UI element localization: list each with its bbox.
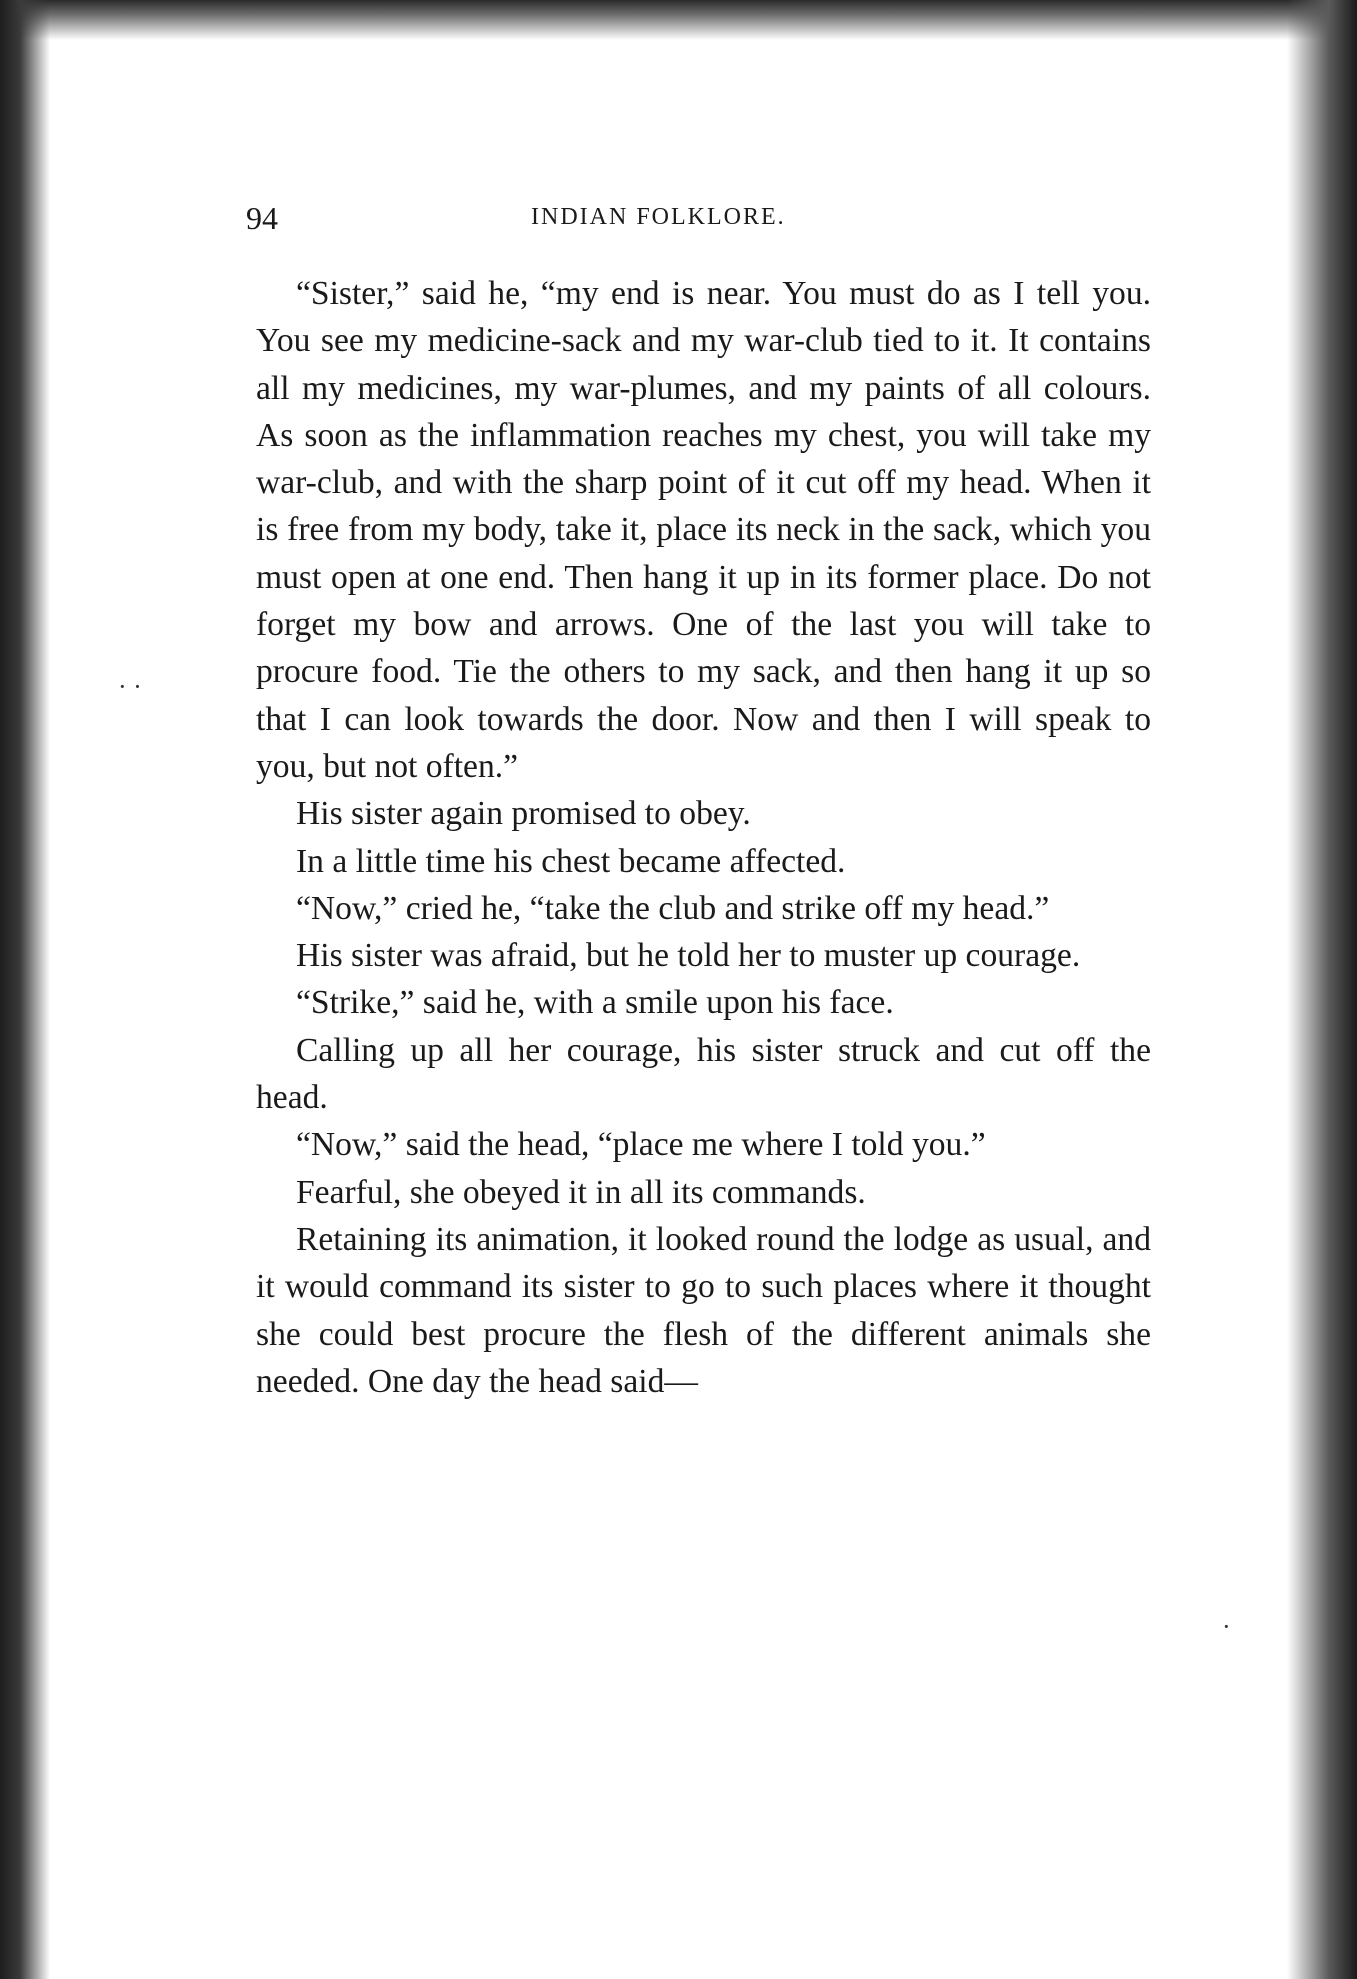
page-number: 94 [246, 200, 278, 236]
paragraph: His sister was afraid, but he told her to muster up courage. [296, 937, 1081, 975]
margin-specks: · · [118, 672, 142, 701]
paragraph: “Now,” said the head, “place me where I told you.” [296, 1126, 986, 1164]
paragraph: “Now,” cried he, “take the club and strike off my head.” [296, 889, 1050, 927]
body-text [256, 270, 1151, 1405]
page-header [246, 200, 1146, 240]
paragraph: Fearful, she obeyed it in all its commands. [296, 1173, 866, 1211]
paragraph: His sister again promised to obey. [296, 795, 751, 833]
scan-edge-top [0, 0, 1357, 40]
scan-edge-left [0, 0, 50, 1979]
paragraph: “Strike,” said he, with a smile upon his face. [296, 984, 894, 1022]
scan-edge-right [1287, 0, 1357, 1979]
running-title: INDIAN FOLKLORE. [531, 204, 786, 230]
paragraph: Retaining its animation, it looked round the lodge as usual, and it would command its sister to go to such places where it thought she could best procure the flesh of the different animals she needed. One day the head said— [256, 1220, 1151, 1400]
paragraph: In a little time his chest became affected. [296, 842, 846, 880]
margin-speck: · [1222, 1612, 1231, 1641]
paragraph: Calling up all her courage, his sister struck and cut off the head. [256, 1031, 1151, 1117]
paragraph: “Sister,” said he, “my end is near. You must do as I tell you. You see my medicine-sack and my war-club tied to it. It contains all my medicines, my war-plumes, and my paints of all colours. As soon as the inflammation reaches my chest, you will take my war-club, and with the sharp point of it cut off my head. When it is free from my body, take it, place its neck in the sack, which you must open at one end. Then hang it up in its former place. Do not forget my bow and arrows. One of the last you will take to procure food. Tie the others to my sack, and then hang it up so that I can look towards the door. Now and then I will speak to you, but not often.” [256, 275, 1151, 785]
